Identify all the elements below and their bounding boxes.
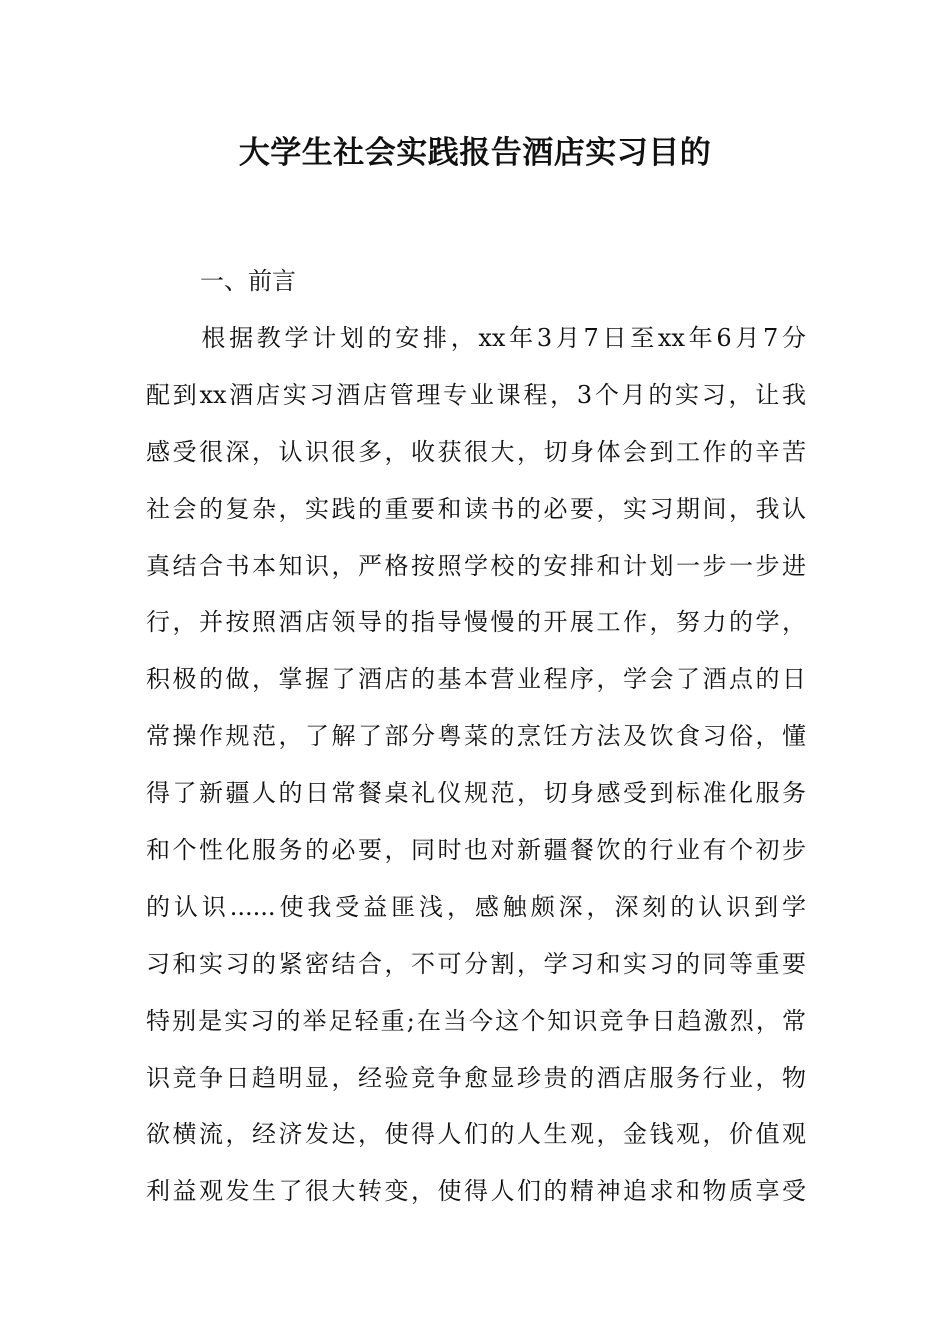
document-title: 大学生社会实践报告酒店实习目的 bbox=[238, 135, 712, 171]
section-heading: 一、前言 bbox=[200, 267, 296, 295]
paragraph-line: 行，并按照酒店领导的指导慢慢的开展工作，努力的学， bbox=[146, 608, 806, 637]
paragraph-line: 得了新疆人的日常餐桌礼仪规范，切身感受到标准化服务 bbox=[146, 779, 806, 808]
body-paragraph bbox=[146, 318, 806, 1228]
paragraph-line: 感受很深，认识很多，收获很大，切身体会到工作的辛苦 bbox=[146, 437, 806, 466]
paragraph-line: 的认识......使我受益匪浅，感触颇深，深刻的认识到学 bbox=[146, 892, 806, 921]
paragraph-line: 识竞争日趋明显，经验竞争愈显珍贵的酒店服务行业，物 bbox=[146, 1063, 806, 1092]
paragraph-line: 和个性化服务的必要，同时也对新疆餐饮的行业有个初步 bbox=[146, 836, 806, 865]
paragraph-line: 利益观发生了很大转变，使得人们的精神追求和物质享受 bbox=[146, 1177, 806, 1206]
paragraph-line: 积极的做，掌握了酒店的基本营业程序，学会了酒点的日 bbox=[146, 665, 806, 694]
paragraph-line: 习和实习的紧密结合，不可分割，学习和实习的同等重要 bbox=[146, 949, 806, 978]
paragraph-line: 根据教学计划的安排，xx年3月7日至xx年6月7分 bbox=[146, 324, 806, 352]
paragraph-line: 特别是实习的举足轻重;在当今这个知识竞争日趋激烈，常 bbox=[146, 1006, 806, 1035]
paragraph-line: 社会的复杂，实践的重要和读书的必要，实习期间，我认 bbox=[146, 494, 806, 523]
paragraph-line: 配到xx酒店实习酒店管理专业课程，3个月的实习，让我 bbox=[146, 380, 806, 409]
paragraph-line: 常操作规范，了解了部分粤菜的烹饪方法及饮食习俗，懂 bbox=[146, 722, 806, 751]
paragraph-line: 真结合书本知识，严格按照学校的安排和计划一步一步进 bbox=[146, 551, 806, 580]
paragraph-line: 欲横流，经济发达，使得人们的人生观，金钱观，价值观 bbox=[146, 1120, 806, 1149]
